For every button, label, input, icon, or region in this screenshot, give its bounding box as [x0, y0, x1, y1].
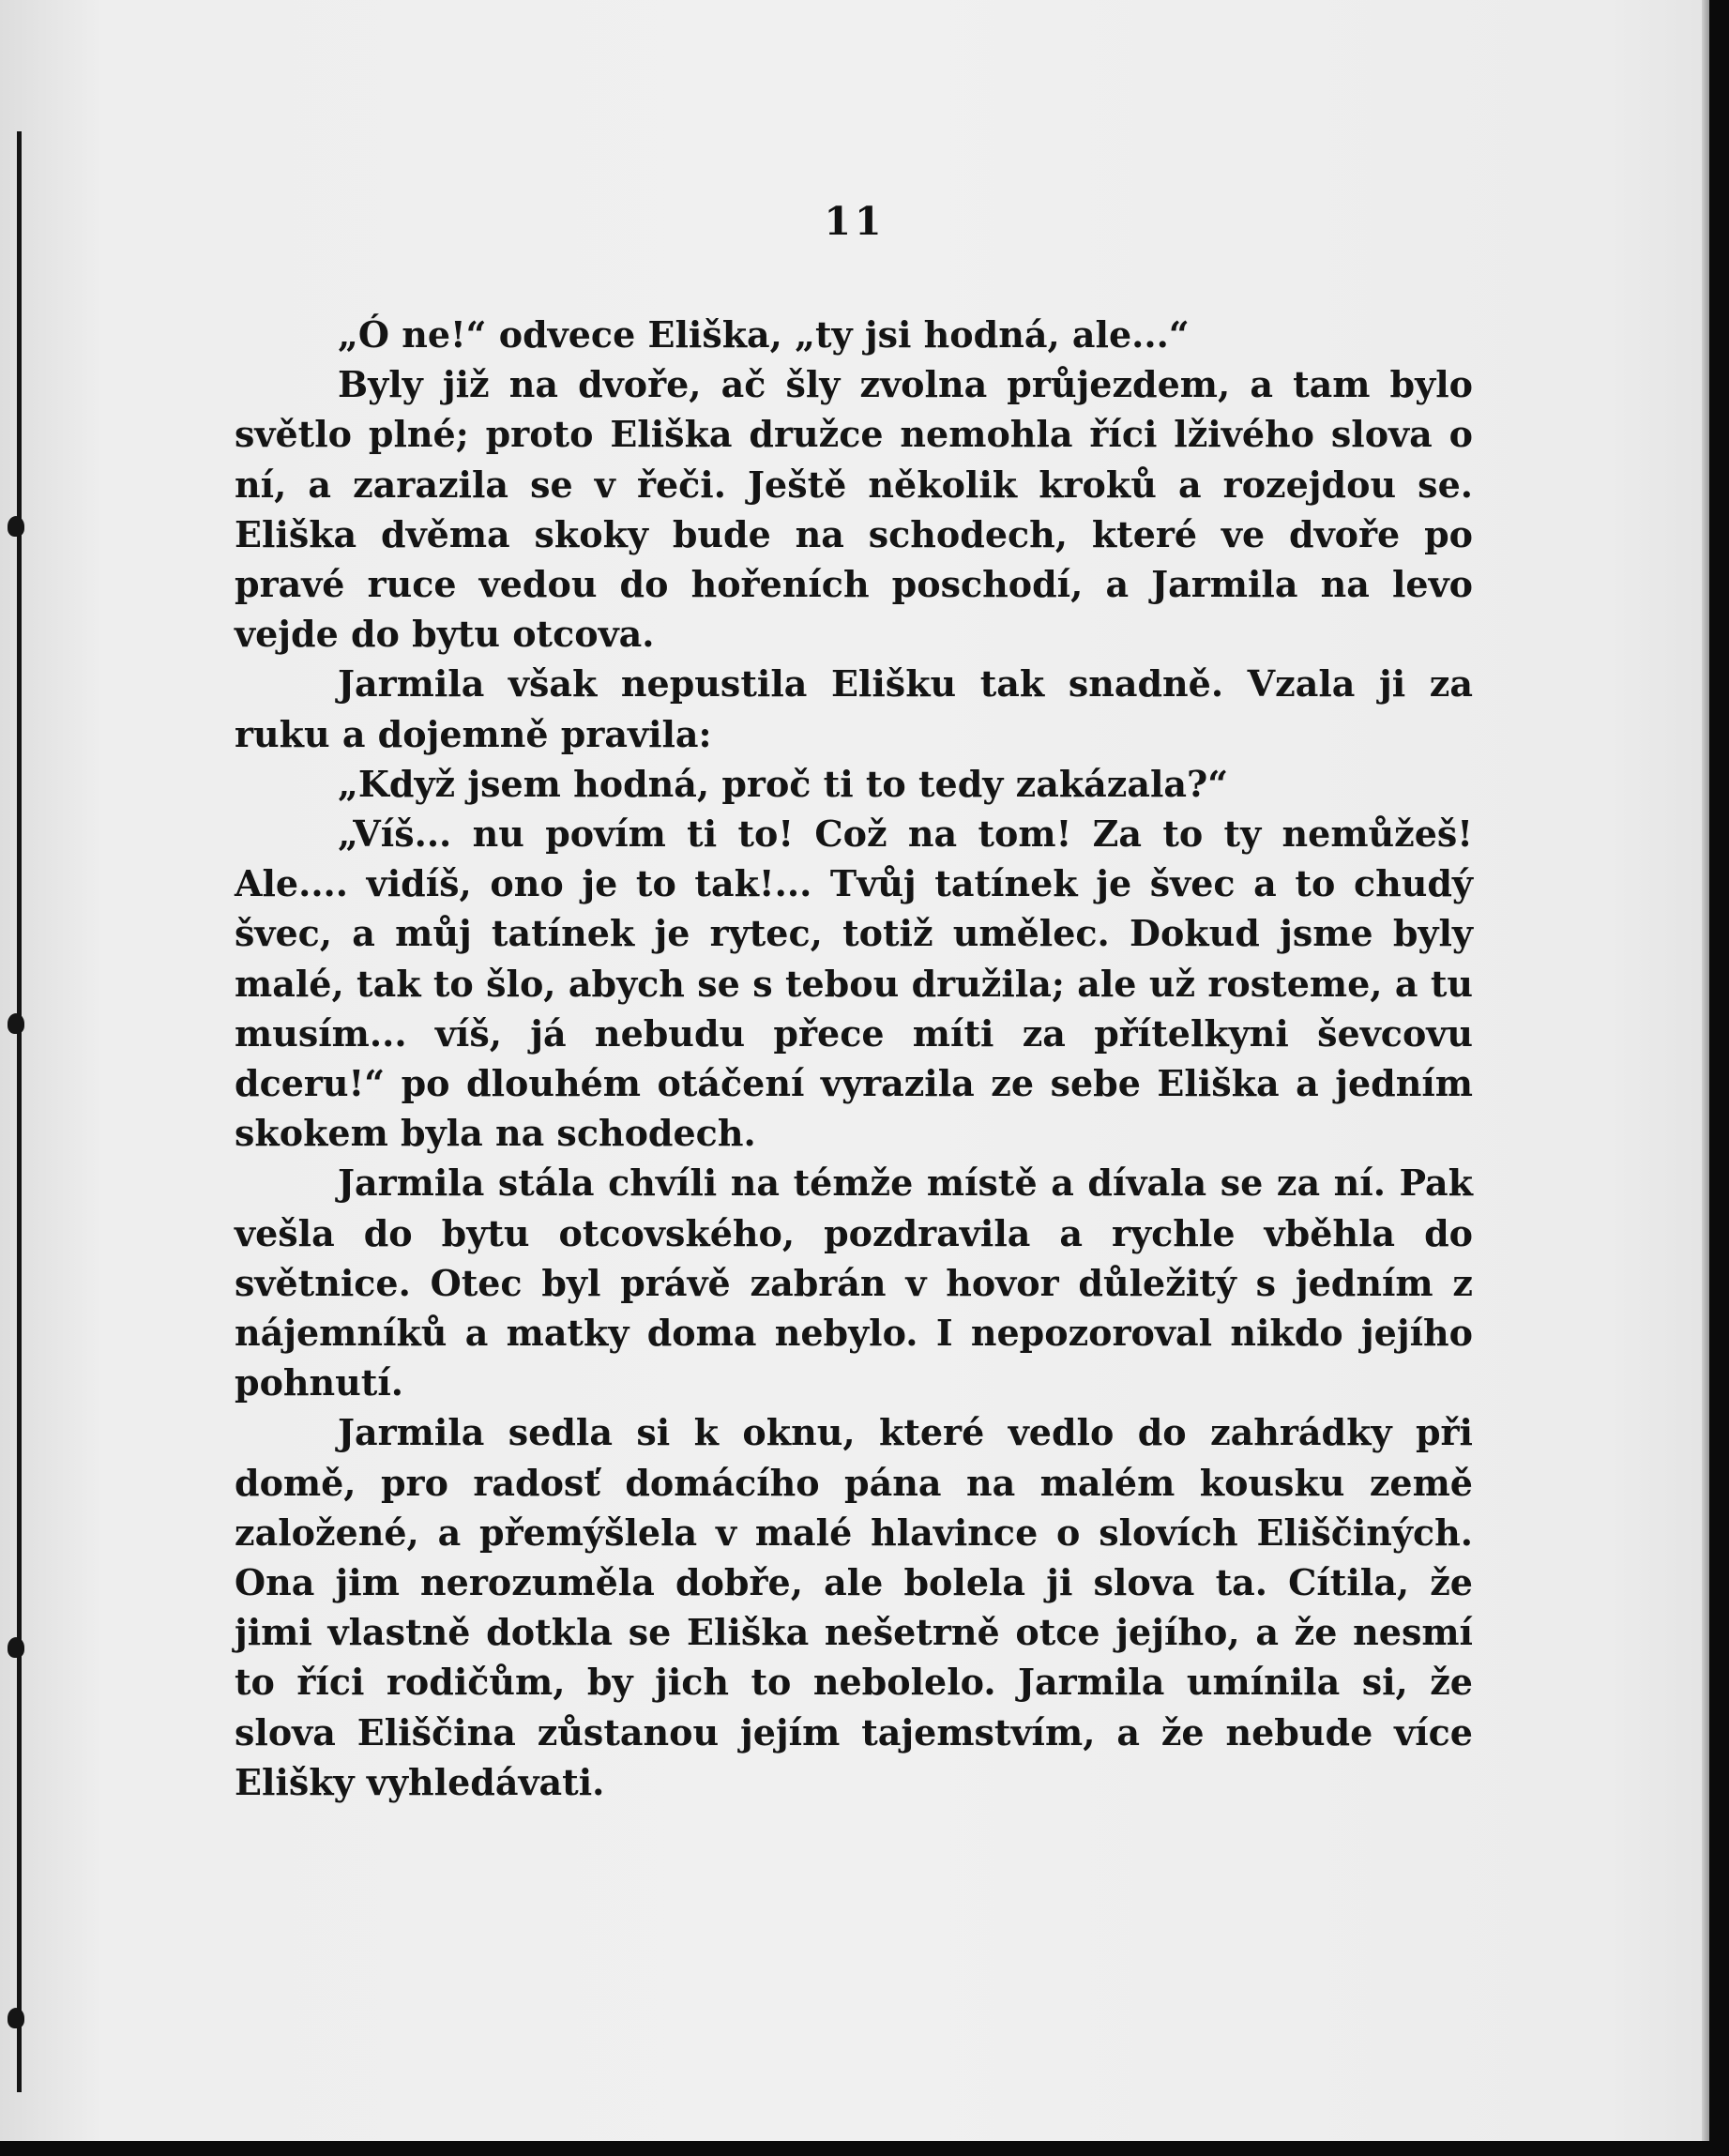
paragraph: Byly již na dvoře, ač šly zvolna průjezdem, a tam bylo světlo plné; proto Eliška družce nemohla říci lživého slova o ní, a zarazila se v řeči. Ještě několik kroků a rozejdou se. Eliška dvěma skoky bude na schodech, které ve dvoře po pravé ruce vedou do hořeních poschodí, a Jarmila na levo vejde do bytu otcova. [235, 363, 1473, 656]
binding-mark [8, 1637, 24, 1658]
body-text [235, 310, 1473, 1807]
paragraph: Jarmila stála chvíli na témže místě a dívala se za ní. Pak vešla do bytu otcovského, pozdravila a rychle vběhla do světnice. Otec byl právě zabrán v hovor důležitý s jedním z nájemníků a matky doma nebylo. I nepozoroval nikdo jejího pohnutí. [235, 1162, 1473, 1404]
binding-mark [8, 2008, 24, 2028]
paragraph: „Ó ne!“ odvece Eliška, „ty jsi hodná, ale...“ [338, 313, 1190, 356]
binding-mark [8, 516, 24, 537]
page-number: 11 [824, 199, 886, 244]
page-edge-shadow [1702, 0, 1709, 2141]
paragraph: „Když jsem hodná, proč ti to tedy zakázala?“ [338, 762, 1229, 805]
binding-line [17, 131, 22, 2092]
paragraph: „Víš... nu povím ti to! Což na tom! Za to ty nemůžeš! Ale.... vidíš, ono je to tak!... Tvůj tatínek je švec a to chudý švec, a můj tatínek je rytec, totiž umělec. Dokud jsme byly malé, tak to šlo, abych se s tebou družila; ale už rosteme, a tu musím... víš, já nebudu přece míti za přítelkyni ševcovu dceru!“ po dlouhém otáčení vyrazila ze sebe Eliška a jedním skokem byla na schodech. [235, 812, 1473, 1155]
binding-mark [8, 1013, 24, 1034]
paragraph: Jarmila sedla si k oknu, které vedlo do zahrádky při domě, pro radosť domácího pána na malém kousku země založené, a přemýšlela v malé hlavince o slovích Eliščiných. Ona jim nerozuměla dobře, ale bolela ji slova ta. Cítila, že jimi vlastně dotkla se Eliška nešetrně otce jejího, a že nesmí to říci rodičům, by jich to nebolelo. Jarmila umínila si, že slova Eliščina zůstanou jejím tajemstvím, a že nebude více Elišky vyhledávati. [235, 1411, 1473, 1803]
paragraph: Jarmila však nepustila Elišku tak snadně. Vzala ji za ruku a dojemně pravila: [235, 662, 1473, 755]
